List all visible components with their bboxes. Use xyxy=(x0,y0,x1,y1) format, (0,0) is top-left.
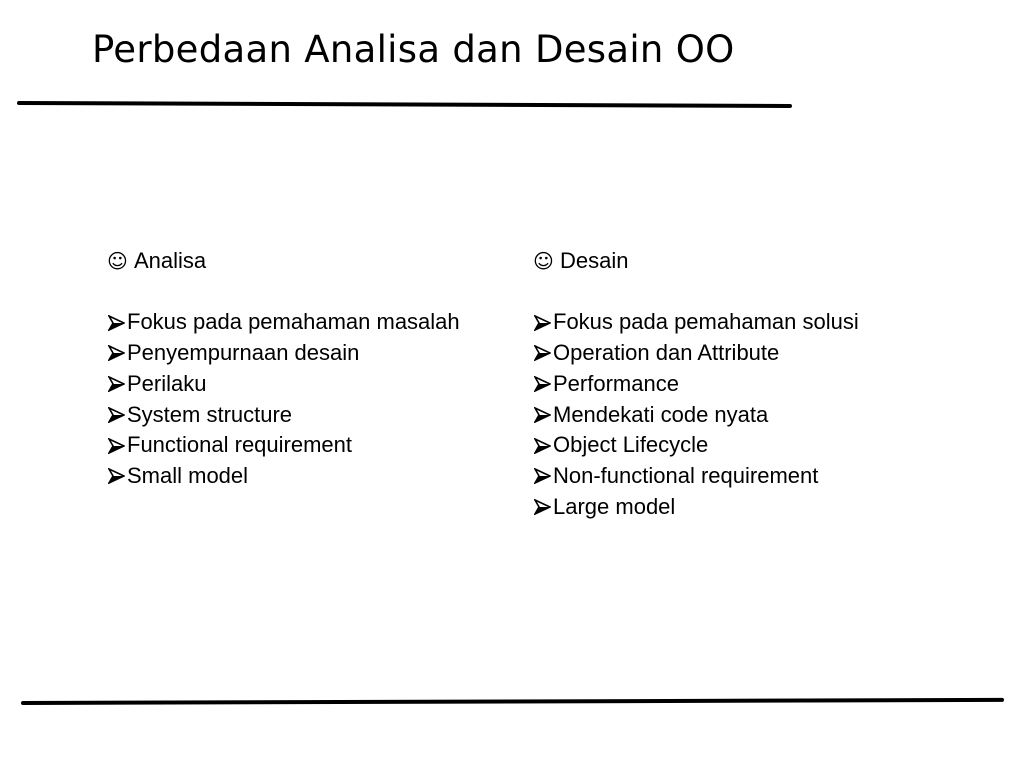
list-item xyxy=(533,400,859,431)
desain-heading xyxy=(533,246,859,277)
list-item-text: Fokus pada pemahaman solusi xyxy=(553,309,859,335)
footer-rule xyxy=(21,698,1004,705)
arrowhead-bullet-icon xyxy=(107,400,127,430)
list-item-text: Fokus pada pemahaman masalah xyxy=(127,309,460,335)
list-item xyxy=(533,461,859,492)
list-item xyxy=(107,461,460,492)
list-item-text: Functional requirement xyxy=(127,432,353,458)
arrowhead-bullet-icon xyxy=(107,308,127,338)
arrowhead-bullet-icon xyxy=(533,308,553,338)
desain-heading-label: Desain xyxy=(560,248,629,273)
arrowhead-bullet-icon xyxy=(533,461,553,491)
list-item-text: Large model xyxy=(553,493,676,519)
list-item-text: Performance xyxy=(553,370,679,396)
list-item-text: Perilaku xyxy=(127,370,207,396)
arrowhead-bullet-icon xyxy=(533,338,553,368)
list-item xyxy=(533,492,859,523)
arrowhead-bullet-icon xyxy=(107,338,127,368)
arrowhead-bullet-icon xyxy=(533,400,553,430)
list-item-text: Small model xyxy=(127,462,249,488)
arrowhead-bullet-icon xyxy=(107,369,127,399)
desain-list xyxy=(533,307,859,522)
smiley-icon: ☺ xyxy=(107,249,128,273)
arrowhead-bullet-icon xyxy=(533,369,553,399)
smiley-icon: ☺ xyxy=(533,249,554,273)
arrowhead-bullet-icon xyxy=(533,431,553,461)
list-item xyxy=(107,400,460,431)
arrowhead-bullet-icon xyxy=(533,492,553,522)
list-item xyxy=(107,307,460,338)
analisa-heading xyxy=(107,246,460,277)
list-item xyxy=(533,307,859,338)
arrowhead-bullet-icon xyxy=(107,431,127,461)
title-underline xyxy=(17,101,792,108)
analisa-column xyxy=(107,246,460,492)
list-item-text: Object Lifecycle xyxy=(553,432,709,458)
desain-column xyxy=(533,246,859,522)
list-item xyxy=(533,338,859,369)
list-item-text: System structure xyxy=(127,401,293,427)
list-item-text: Penyempurnaan desain xyxy=(127,340,360,366)
analisa-heading-label: Analisa xyxy=(134,248,207,273)
analisa-list xyxy=(107,307,460,491)
list-item xyxy=(533,369,859,400)
list-item-text: Non-functional requirement xyxy=(553,462,819,488)
list-item xyxy=(107,430,460,461)
list-item xyxy=(107,369,460,400)
arrowhead-bullet-icon xyxy=(107,461,127,491)
list-item xyxy=(533,430,859,461)
slide-title: Perbedaan Analisa dan Desain OO xyxy=(92,28,735,71)
list-item-text: Operation dan Attribute xyxy=(553,340,780,366)
list-item xyxy=(107,338,460,369)
list-item-text: Mendekati code nyata xyxy=(553,401,769,427)
